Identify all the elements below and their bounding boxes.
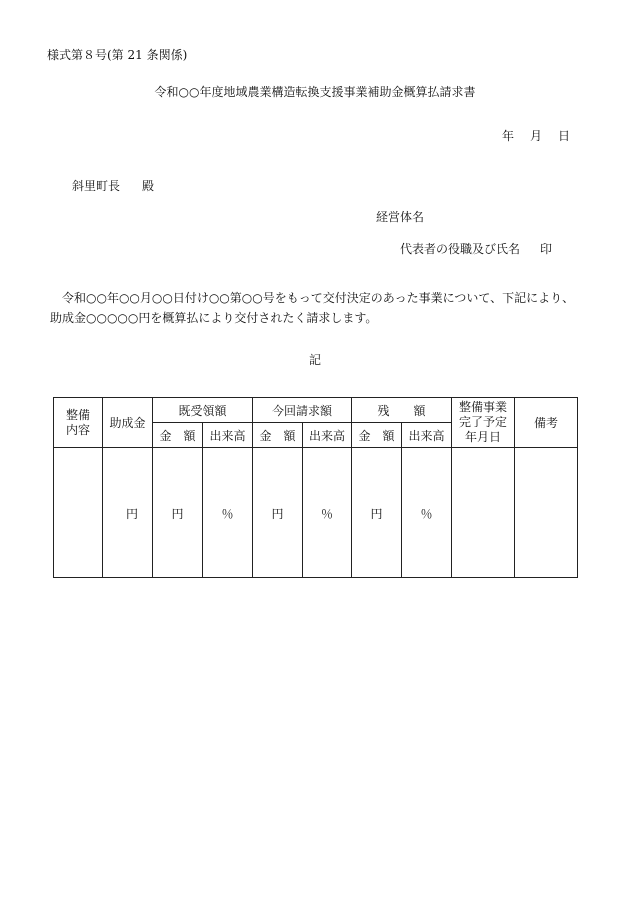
business-name-label: 経営体名	[376, 210, 425, 224]
header-item-line2: 内容	[65, 422, 90, 437]
cell-completion	[452, 448, 515, 578]
cell-remaining-amount	[352, 448, 402, 578]
addressee-honorific: 殿	[142, 179, 155, 193]
header-received: 既受領額	[153, 398, 253, 423]
unit-percent: ％	[321, 506, 334, 521]
cell-received-progress	[203, 448, 253, 578]
header-remarks: 備考	[515, 398, 578, 448]
date-month: 月	[529, 129, 542, 143]
cell-received-amount	[153, 448, 203, 578]
ki-heading: 記	[308, 353, 321, 367]
subheader-remaining-amount: 金 額	[352, 423, 402, 448]
addressee-name: 斜里町長	[72, 179, 121, 193]
document-title: 令和○○年度地域農業構造転換支援事業補助金概算払請求書	[154, 85, 476, 99]
unit-percent: ％	[420, 506, 433, 521]
header-completion-line1: 整備事業	[459, 400, 508, 414]
unit-yen: 円	[171, 506, 184, 521]
representative-line	[400, 240, 552, 257]
header-remaining: 残 額	[352, 398, 452, 423]
subheader-current-amount: 金 額	[253, 423, 303, 448]
cell-current-amount	[253, 448, 303, 578]
request-body-text: 令和○○年○○月○○日付け○○第○○号をもって交付決定のあった事業について、下記により、助成金○○○○○円を概算払により交付されたく請求します。	[50, 291, 575, 325]
cell-remaining-progress	[402, 448, 452, 578]
header-completion	[452, 398, 515, 448]
cell-item	[54, 448, 103, 578]
date-line	[486, 127, 570, 144]
cell-current-progress	[303, 448, 352, 578]
header-completion-line2: 完了予定	[459, 415, 508, 429]
unit-percent: ％	[221, 506, 234, 521]
subheader-current-progress: 出来高	[303, 423, 352, 448]
addressee	[72, 177, 154, 194]
header-item	[54, 398, 103, 448]
unit-yen: 円	[271, 506, 284, 521]
date-year: 年	[501, 129, 514, 143]
claim-table	[53, 397, 578, 578]
header-subsidy: 助成金	[103, 398, 153, 448]
seal-mark: 印	[540, 242, 553, 256]
header-current: 今回請求額	[253, 398, 352, 423]
cell-remarks	[515, 448, 578, 578]
unit-yen: 円	[370, 506, 383, 521]
date-day: 日	[557, 129, 570, 143]
header-item-line1: 整備	[65, 407, 90, 422]
subheader-remaining-progress: 出来高	[402, 423, 452, 448]
subheader-received-amount: 金 額	[153, 423, 203, 448]
unit-yen: 円	[125, 506, 138, 521]
subheader-received-progress: 出来高	[203, 423, 253, 448]
header-completion-line3: 年月日	[465, 430, 502, 444]
form-number: 様式第８号(第 21 条関係)	[47, 48, 188, 62]
cell-subsidy	[103, 448, 153, 578]
representative-label: 代表者の役職及び氏名	[400, 242, 521, 256]
